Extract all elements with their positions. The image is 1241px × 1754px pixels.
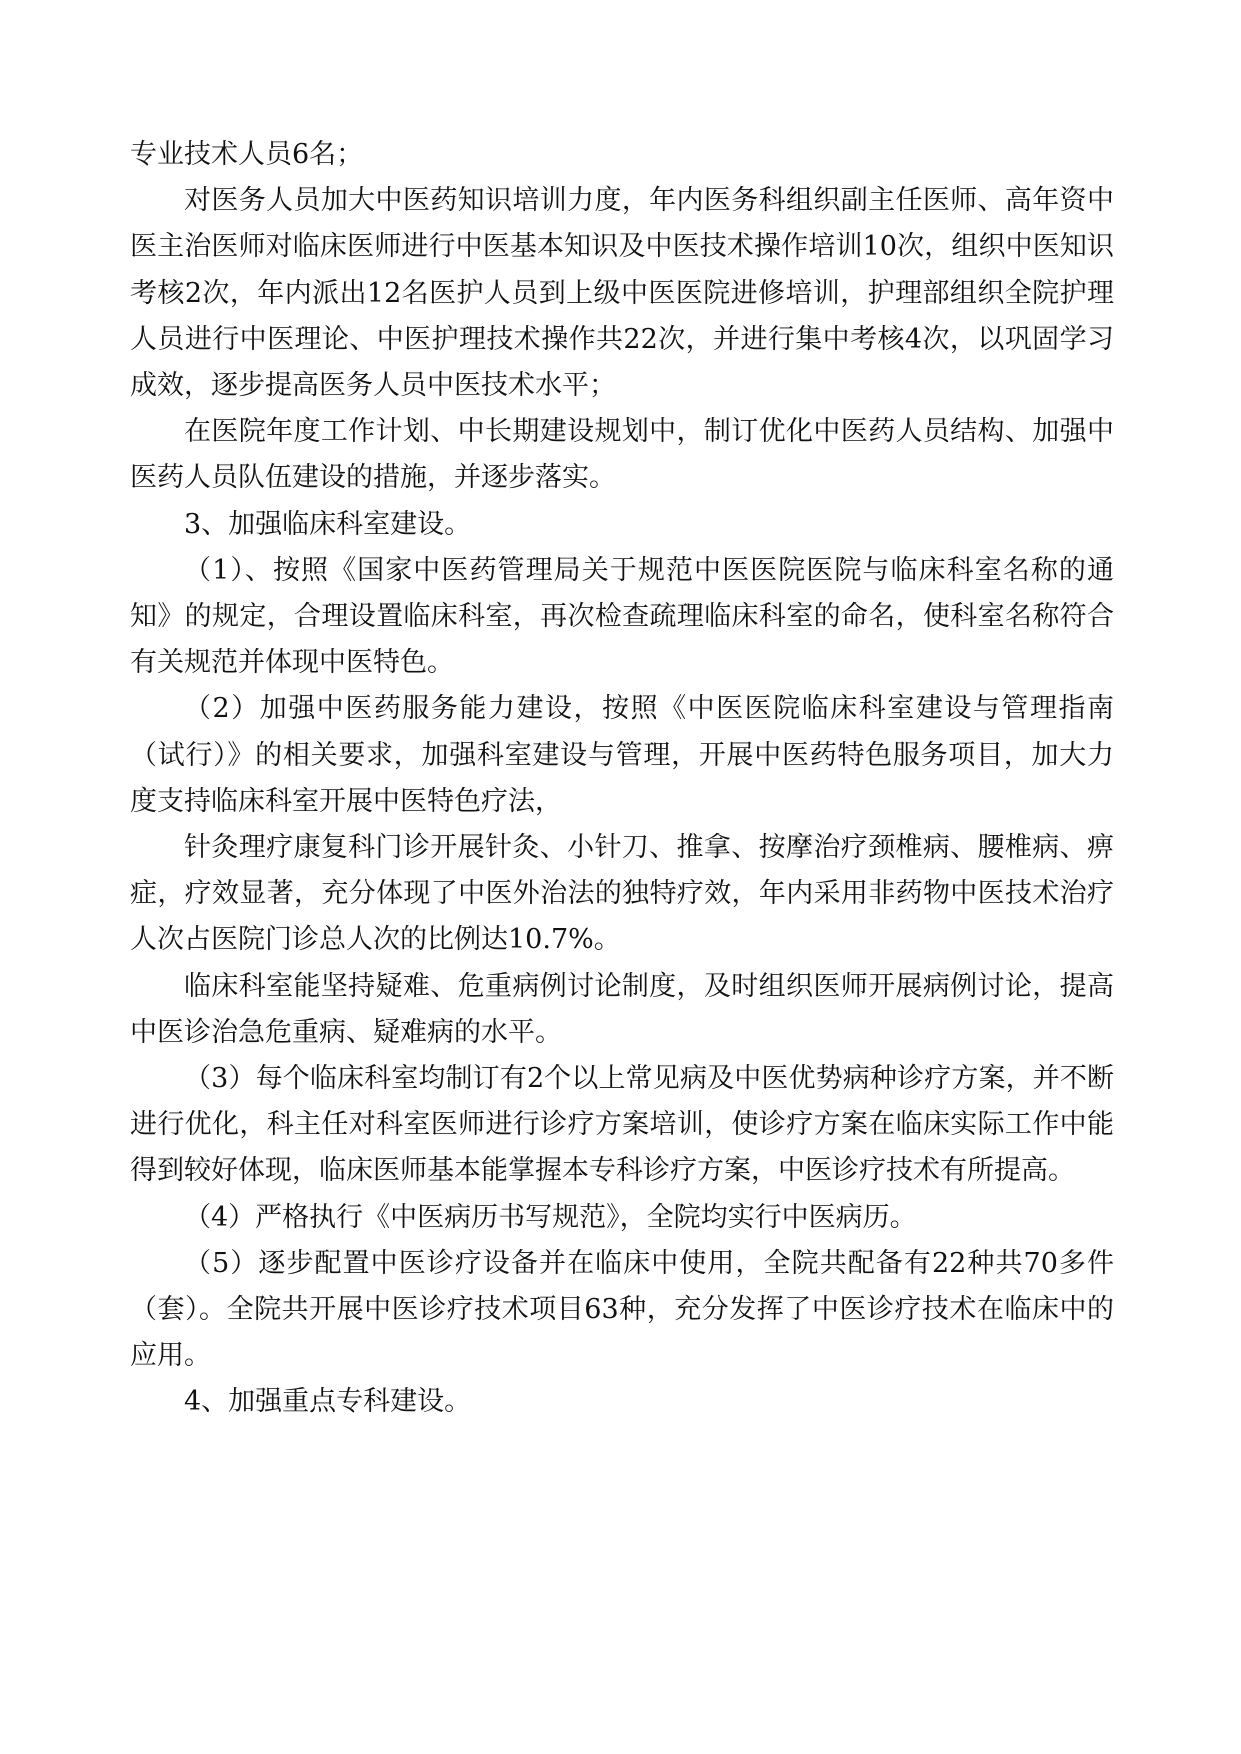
section-heading: 3、加强临床科室建设。: [184, 508, 472, 540]
paragraph: （3）每个临床科室均制订有2个以上常见病及中医优势病种诊疗方案，并不断进行优化，科主任对科室医师进行诊疗方案培训，使诊疗方案在临床实际工作中能得到较好体现，临床医师基本能掌握本专科诊疗方案，中医诊疗技术有所提高。: [130, 1063, 1114, 1187]
paragraph: 专业技术人员6名；: [130, 139, 364, 170]
paragraph: （5）逐步配置中医诊疗设备并在临床中使用，全院共配备有22种共70多件（套）。全院共开展中医诊疗技术项目63种，充分发挥了中医诊疗技术在临床中的应用。: [130, 1247, 1114, 1372]
document-body: [130, 132, 1114, 1426]
paragraph: 对医务人员加大中医药知识培训力度，年内医务科组织副主任医师、高年资中医主治医师对临床医师进行中医基本知识及中医技术操作培训10次，组织中医知识考核2次，年内派出12名医护人员到上级中医医院进修培训，护理部组织全院护理人员进行中医理论、中医护理技术操作共22次，并进行集中考核4次，以巩固学习成效，逐步提高医务人员中医技术水平；: [130, 185, 1114, 402]
paragraph: （2）加强中医药服务能力建设，按照《中医医院临床科室建设与管理指南（试行）》的相关要求，加强科室建设与管理，开展中医药特色服务项目，加大力度支持临床科室开展中医特色疗法，: [130, 693, 1114, 817]
paragraph: （1）、按照《国家中医药管理局关于规范中医医院医院与临床科室名称的通知》的规定，合理设置临床科室，再次检查疏理临床科室的命名，使科室名称符合有关规范并体现中医特色。: [130, 554, 1114, 679]
paragraph: 在医院年度工作计划、中长期建设规划中，制订优化中医药人员结构、加强中医药人员队伍建设的措施，并逐步落实。: [130, 416, 1114, 494]
section-heading: 4、加强重点专科建设。: [184, 1386, 472, 1418]
paragraph: （4）严格执行《中医病历书写规范》，全院均实行中医病历。: [184, 1201, 917, 1233]
paragraph: 临床科室能坚持疑难、危重病例讨论制度，及时组织医师开展病例讨论，提高中医诊治急危重病、疑难病的水平。: [130, 970, 1114, 1048]
paragraph: 针灸理疗康复科门诊开展针灸、小针刀、推拿、按摩治疗颈椎病、腰椎病、痹症，疗效显著，充分体现了中医外治法的独特疗效，年内采用非药物中医技术治疗人次占医院门诊总人次的比例达10.7%。: [130, 832, 1114, 956]
